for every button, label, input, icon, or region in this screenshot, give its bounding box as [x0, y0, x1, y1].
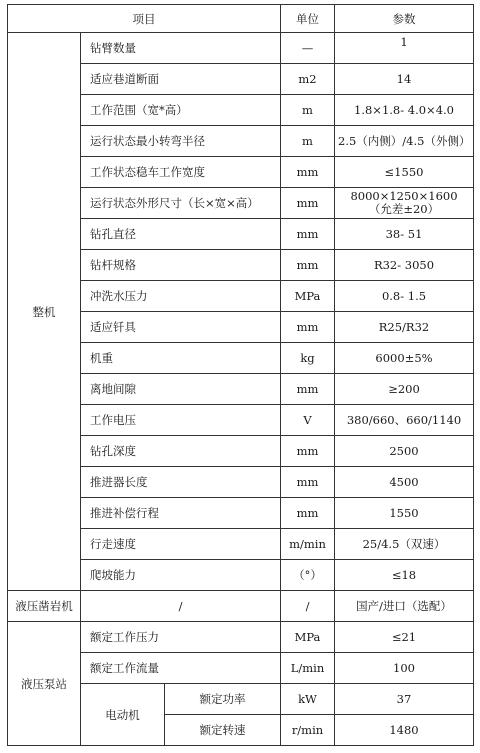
row-unit: （°） — [281, 560, 335, 591]
row-name: 冲洗水压力 — [81, 281, 281, 312]
row-unit: / — [281, 591, 335, 622]
row-name: 工作范围（宽*高） — [81, 95, 281, 126]
row-unit: kW — [281, 684, 335, 715]
row-unit: — — [281, 33, 335, 64]
row-value: 380/660、660/1140 — [335, 405, 474, 436]
row-name: 运行状态外形尺寸（长×宽×高） — [81, 188, 281, 219]
table-row — [8, 591, 474, 622]
row-value: 1.8×1.8- 4.0×4.0 — [335, 95, 474, 126]
row-value: 6000±5% — [335, 343, 474, 374]
row-value: 2500 — [335, 436, 474, 467]
row-value: R25/R32 — [335, 312, 474, 343]
row-name: 钻臂数量 — [81, 33, 281, 64]
row-name: 运行状态最小转弯半径 — [81, 126, 281, 157]
row-unit: V — [281, 405, 335, 436]
row-value: 37 — [335, 684, 474, 715]
row-value: 100 — [335, 653, 474, 684]
row-value-multiline — [335, 188, 474, 219]
row-name: 钻孔直径 — [81, 219, 281, 250]
row-name: 额定转速 — [165, 715, 281, 746]
row-value: ≤1550 — [335, 157, 474, 188]
row-name: 推进器长度 — [81, 467, 281, 498]
table-header-row — [8, 5, 474, 33]
table-row — [8, 33, 474, 64]
row-value: 2.5（内侧）/4.5（外侧） — [335, 126, 474, 157]
row-value-tolerance: （允差±20） — [368, 202, 440, 216]
row-value: 38- 51 — [335, 219, 474, 250]
row-value: 8000×1250×1600 — [350, 189, 458, 203]
row-name: 适应巷道断面 — [81, 64, 281, 95]
row-value: ≥200 — [335, 374, 474, 405]
header-item: 项目 — [8, 5, 281, 33]
spec-table — [7, 4, 474, 746]
row-name: 爬坡能力 — [81, 560, 281, 591]
row-name: / — [81, 591, 281, 622]
row-unit: mm — [281, 467, 335, 498]
row-value: ≤18 — [335, 560, 474, 591]
row-unit: MPa — [281, 281, 335, 312]
row-unit: mm — [281, 312, 335, 343]
row-name: 工作状态稳车工作宽度 — [81, 157, 281, 188]
row-value: 4500 — [335, 467, 474, 498]
row-unit: r/min — [281, 715, 335, 746]
row-value: 1550 — [335, 498, 474, 529]
row-value: ≤21 — [335, 622, 474, 653]
group-label-machine: 整机 — [8, 33, 81, 591]
row-unit: MPa — [281, 622, 335, 653]
row-unit: m — [281, 126, 335, 157]
row-value: 14 — [335, 64, 474, 95]
row-value: 0.8- 1.5 — [335, 281, 474, 312]
row-unit: mm — [281, 157, 335, 188]
row-unit: mm — [281, 188, 335, 219]
row-value: R32- 3050 — [335, 250, 474, 281]
row-value: 1 — [335, 33, 474, 64]
row-name: 钻杆规格 — [81, 250, 281, 281]
row-unit: m2 — [281, 64, 335, 95]
row-unit: kg — [281, 343, 335, 374]
row-name: 额定功率 — [165, 684, 281, 715]
row-unit: mm — [281, 219, 335, 250]
row-name: 机重 — [81, 343, 281, 374]
row-unit: m/min — [281, 529, 335, 560]
row-value: 25/4.5（双速） — [335, 529, 474, 560]
row-name: 推进补偿行程 — [81, 498, 281, 529]
row-unit: mm — [281, 498, 335, 529]
row-name: 工作电压 — [81, 405, 281, 436]
row-name: 离地间隙 — [81, 374, 281, 405]
row-name: 额定工作压力 — [81, 622, 281, 653]
row-name: 额定工作流量 — [81, 653, 281, 684]
row-name: 适应钎具 — [81, 312, 281, 343]
row-value: 1480 — [335, 715, 474, 746]
row-name: 钻孔深度 — [81, 436, 281, 467]
row-value: 国产/进口（选配） — [335, 591, 474, 622]
table-row — [8, 622, 474, 653]
row-unit: mm — [281, 374, 335, 405]
row-name: 行走速度 — [81, 529, 281, 560]
row-unit: mm — [281, 436, 335, 467]
group-label-rock-drill: 液压凿岩机 — [8, 591, 81, 622]
row-unit: m — [281, 95, 335, 126]
group-label-motor: 电动机 — [81, 684, 165, 746]
header-unit: 单位 — [281, 5, 335, 33]
row-unit: L/min — [281, 653, 335, 684]
row-unit: mm — [281, 250, 335, 281]
group-label-pump-station: 液压泵站 — [8, 622, 81, 746]
header-param: 参数 — [335, 5, 474, 33]
